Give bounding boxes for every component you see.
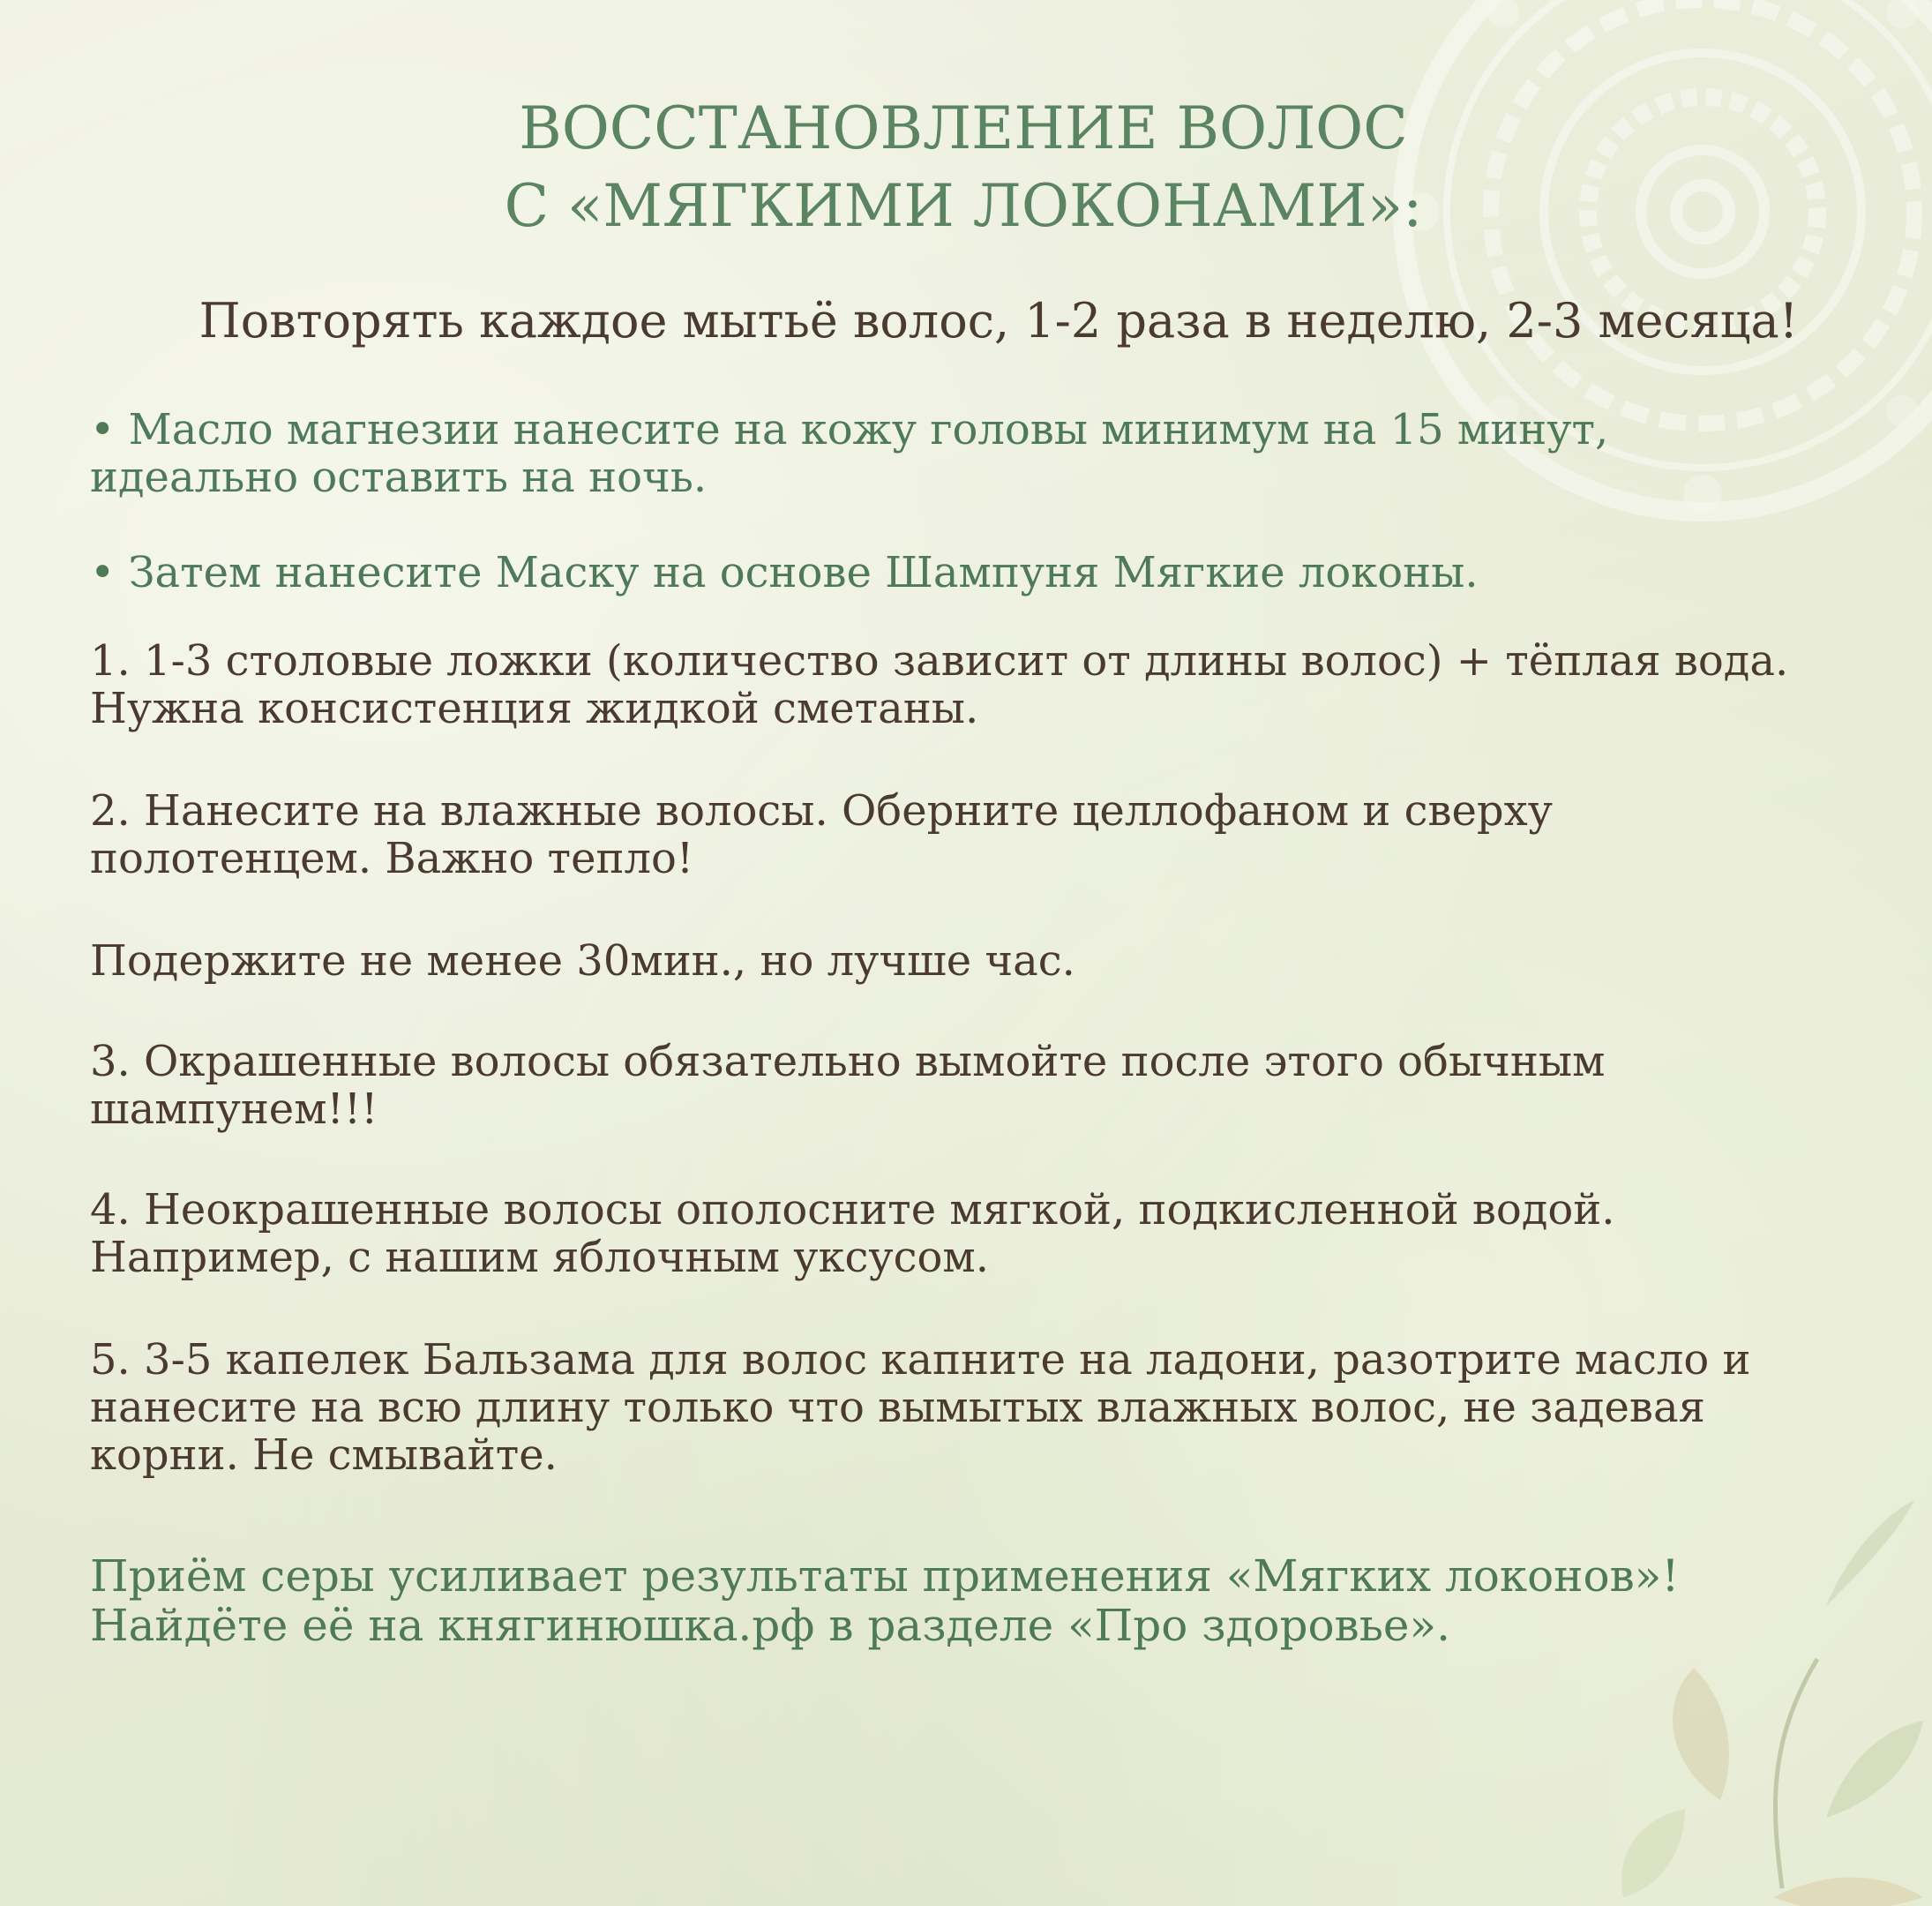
page-title: [90, 90, 1837, 245]
step-4-line-1: 4. Неокрашенные волосы ополосните мягкой, подкисленной водой.: [90, 1185, 1615, 1234]
title-line-2: С «МЯГКИМИ ЛОКОНАМИ»:: [504, 172, 1423, 240]
hold-time-note: [90, 937, 1854, 985]
step-1-line-2: Нужна консистенция жидкой сметаны.: [90, 684, 979, 733]
step-1: [90, 637, 1854, 732]
step-4: [90, 1186, 1854, 1281]
footer-line-1: Приём серы усиливает результаты применения «Мягких локонов»!: [90, 1550, 1680, 1602]
step-5-line-3: корни. Не смывайте.: [90, 1430, 558, 1480]
bullet-1-line-2: идеально оставить на ночь.: [90, 453, 708, 502]
leaves-decoration: [1561, 1482, 1932, 1906]
step-5-line-1: 5. 3-5 капелек Бальзама для волос капните на ладони, разотрите масло и: [90, 1335, 1751, 1384]
step-2: [90, 787, 1854, 882]
bullet-magnesium-oil: [90, 406, 1854, 501]
bullet-shampoo-mask: [90, 549, 1854, 597]
footer-line-2: Найдёте её на княгинюшка.рф в разделе «Про здоровье».: [90, 1600, 1450, 1651]
bullet-2-line-1: • Затем нанесите Маску на основе Шампуня Мягкие локоны.: [90, 548, 1479, 597]
step-5: [90, 1336, 1854, 1479]
bullet-1-line-1: • Масло магнезии нанесите на кожу головы минимум на 15 минут,: [90, 405, 1609, 454]
step-5-line-2: нанесите на всю длину только что вымытых влажных волос, не задевая: [90, 1383, 1705, 1432]
step-3-line-1: 3. Окрашенные волосы обязательно вымойте после этого обычным: [90, 1037, 1606, 1086]
step-2-line-2: полотенцем. Важно тепло!: [90, 834, 694, 883]
hold-time-line: Подержите не менее 30мин., но лучше час.: [90, 936, 1075, 986]
title-line-1: ВОССТАНОВЛЕНИЕ ВОЛОС: [519, 94, 1408, 162]
subtitle: Повторять каждое мытьё волос, 1-2 раза в неделю, 2-3 месяца!: [198, 293, 1799, 349]
footer-note: [90, 1551, 1854, 1650]
step-4-line-2: Например, с нашим яблочным уксусом.: [90, 1233, 989, 1282]
step-3: [90, 1038, 1854, 1133]
step-2-line-1: 2. Нанесите на влажные волосы. Оберните целлофаном и сверху: [90, 786, 1553, 836]
step-1-line-1: 1. 1-3 столовые ложки (количество зависит от длины волос) + тёплая вода.: [90, 636, 1789, 686]
step-3-line-2: шампунем!!!: [90, 1084, 378, 1134]
